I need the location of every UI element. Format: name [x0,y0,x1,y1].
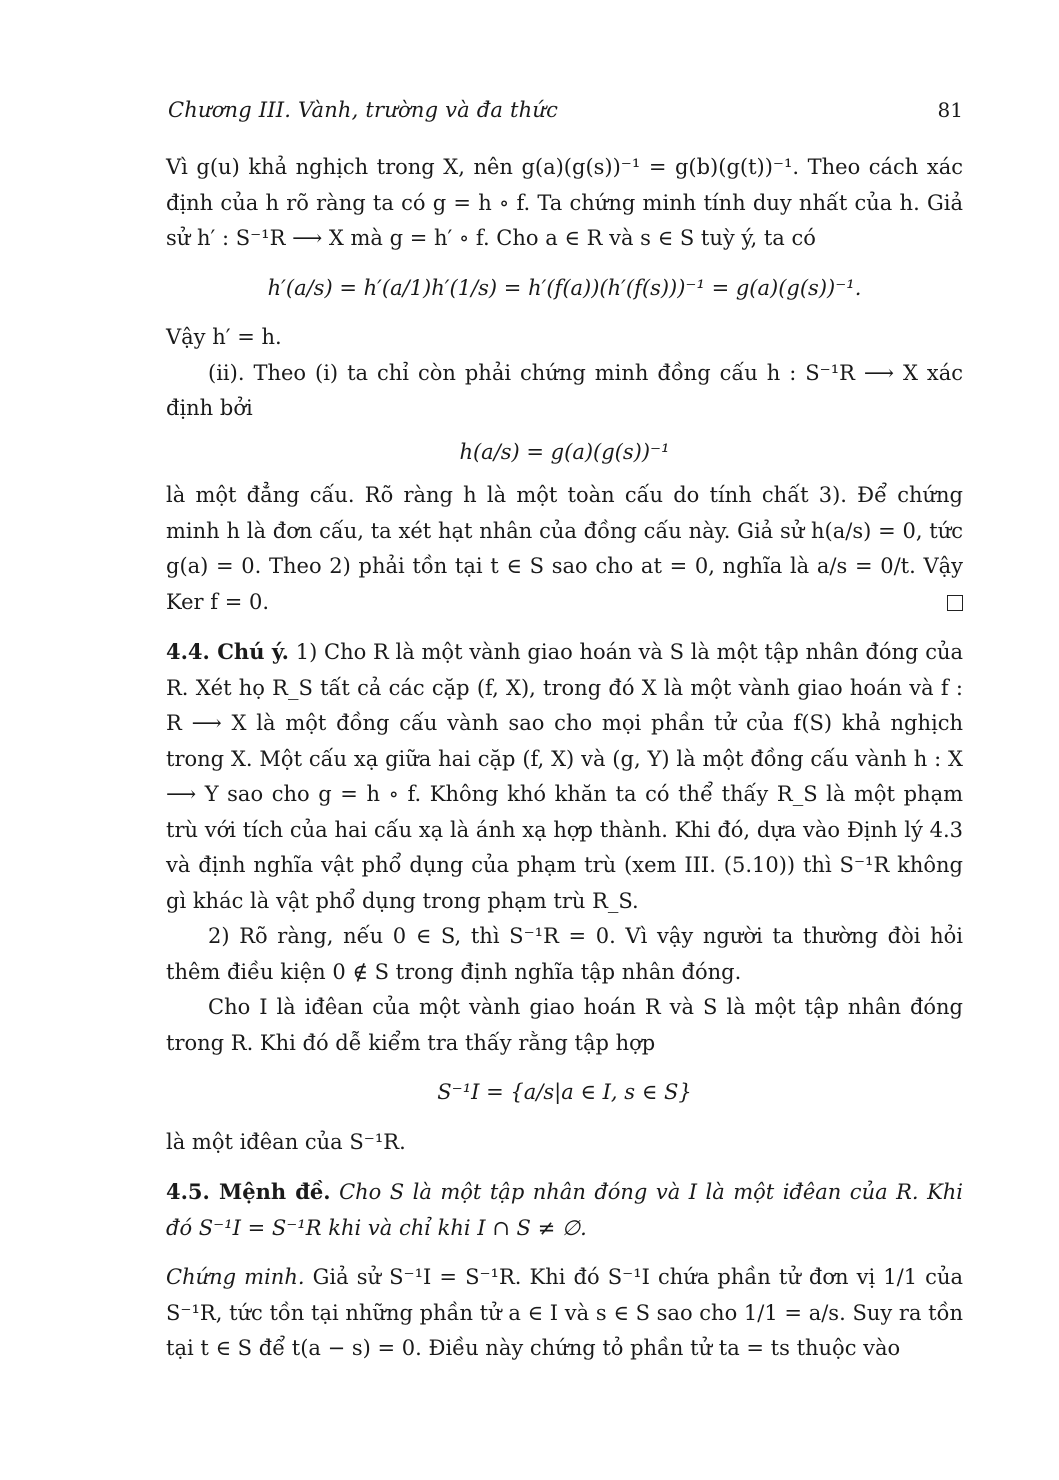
paragraph-6: là một iđêan của S⁻¹R. [166,1129,406,1154]
note-text-1: 1) Cho R là một vành giao hoán và S là một tập nhân đóng của R. Xét họ R_S tất cả các cặp (f, X), trong đó X là một vành giao hoán và f : R ⟶ X là một đồng cấu vành sao cho mọi phần tử của f(S) khả nghịch trong X. Một cấu xạ giữa hai cặp (f, X) và (g, Y) là một đồng cấu vành h : X ⟶ Y sao cho g = h ∘ f. Không khó khăn ta có thể thấy R_S là một phạm trù với tích của hai cấu xạ là ánh xạ hợp thành. Khi đó, dựa vào Định lý 4.3 và định nghĩa vật phổ dụng của phạm trù (xem III. (5.10)) thì S⁻¹R không gì khác là vật phổ dụng trong phạm trù R_S. [166,640,964,913]
equation-1: h′(a/s) = h′(a/1)h′(1/s) = h′(f(a))(h′(f(s)))⁻¹ = g(a)(g(s))⁻¹. [267,275,862,300]
running-title: Chương III. Vành, trường và đa thức [168,98,559,122]
paragraph-4: là một đẳng cấu. Rõ ràng h là một toàn cấu do tính chất 3). Để chứng minh h là đơn cấu, ta xét hạt nhân của đồng cấu này. Giả sử h(a/s) = 0, tức g(a) = 0. Theo 2) phải tồn tại t ∈ S sao cho at = 0, nghĩa là a/s = 0/t. Vậy Ker f = 0. [166,483,963,614]
note-heading: 4.4. Chú ý. [166,639,289,664]
note-paragraph-1 [166,634,963,919]
paragraph-1: Vì g(u) khả nghịch trong X, nên g(a)(g(s))⁻¹ = g(b)(g(t))⁻¹. Theo cách xác định của h rõ ràng ta có g = h ∘ f. Ta chứng minh tính duy nhất của h. Giả sử h′ : S⁻¹R ⟶ X mà g = h′ ∘ f. Cho a ∈ R và s ∈ S tuỳ ý, ta có [166,155,963,250]
equation-2: h(a/s) = g(a)(g(s))⁻¹ [459,439,670,464]
note-paragraph-2: 2) Rõ ràng, nếu 0 ∈ S, thì S⁻¹R = 0. Vì vậy người ta thường đòi hỏi thêm điều kiện 0 ∉ S trong định nghĩa tập nhân đóng. [166,924,963,984]
proof-text: Giả sử S⁻¹I = S⁻¹R. Khi đó S⁻¹I chứa phần tử đơn vị 1/1 của S⁻¹R, tức tồn tại những phần tử a ∈ I và s ∈ S sao cho 1/1 = a/s. Suy ra tồn tại t ∈ S để t(a − s) = 0. Điều này chứng tỏ phần tử ta = ts thuộc vào [166,1265,963,1360]
paragraph-3: (ii). Theo (i) ta chỉ còn phải chứng minh đồng cấu h : S⁻¹R ⟶ X xác định bởi [166,360,963,420]
proposition-heading: 4.5. Mệnh đề. [166,1179,331,1204]
proof-label: Chứng minh. [166,1265,305,1289]
paragraph-5: Cho I là iđêan của một vành giao hoán R và S là một tập nhân đóng trong R. Khi đó dễ kiểm tra thấy rằng tập hợp [166,995,963,1055]
qed-square-icon [947,595,963,611]
paragraph-2: Vậy h′ = h. [166,325,282,349]
proposition-text: Cho S là một tập nhân đóng và I là một iđêan của R. Khi đó S⁻¹I = S⁻¹R khi và chỉ khi I ∩ S ≠ ∅. [166,1180,963,1240]
equation-3: S⁻¹I = {a/s|a ∈ I, s ∈ S} [437,1080,692,1104]
page-number: 81 [937,98,963,122]
proposition [166,1174,963,1246]
page-body [166,150,963,1367]
paragraph-4-block [166,478,963,620]
proof [166,1260,963,1367]
